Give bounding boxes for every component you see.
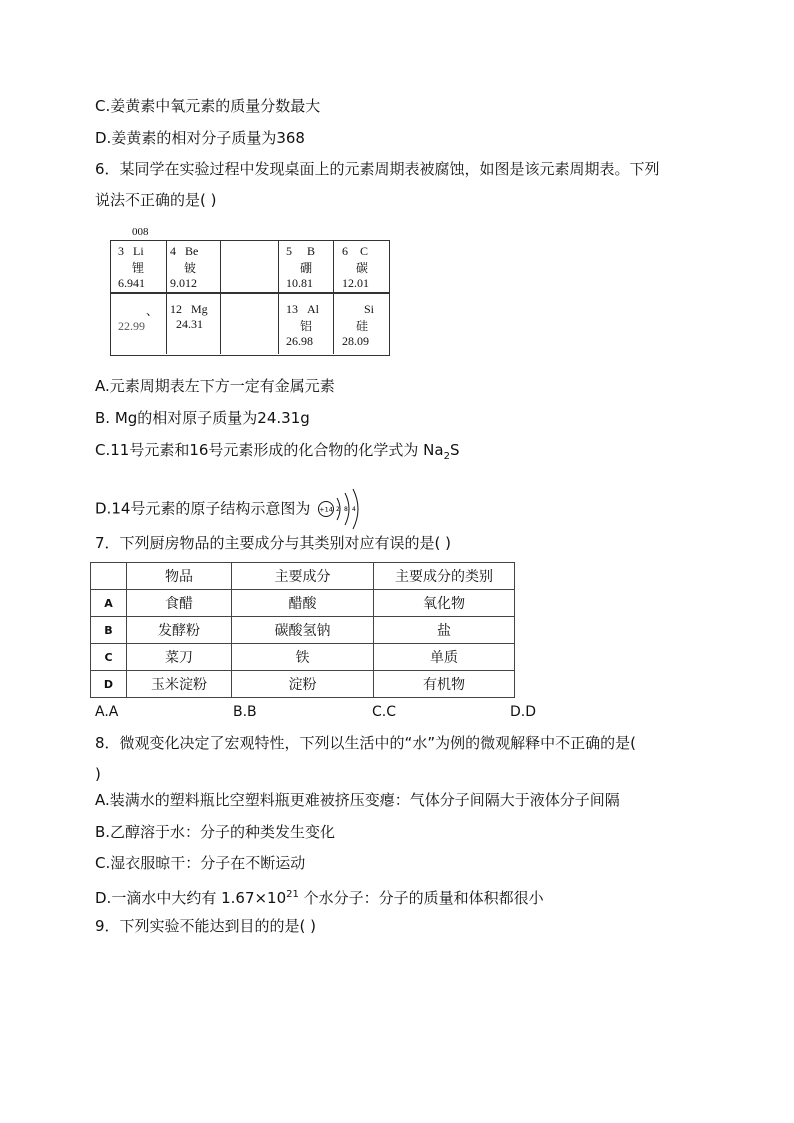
q6-option-a: A.元素周期表左下方一定有金属元素 <box>95 377 335 395</box>
table-cell: 玉米淀粉 <box>127 671 232 698</box>
q7-option-c: C.C <box>372 704 397 720</box>
table-cell: 菜刀 <box>127 644 232 671</box>
shell-count: 8 <box>344 506 349 513</box>
shell-count: 4 <box>352 506 357 513</box>
table-cell: 有机物 <box>374 671 515 698</box>
q6-option-c: C.11号元素和16号元素形成的化合物的化学式为 $Na_2S$ <box>95 441 460 462</box>
q6-option-d: D.14号元素的原子结构示意图为 +14 2 8 4 <box>95 486 365 532</box>
atom-nucleus: +14 <box>319 505 334 514</box>
element-cell-si: Si 硅 28.09 <box>342 302 375 348</box>
q5-option-d: D.姜黄素的相对分子质量为368 <box>95 129 305 147</box>
shell-count: 2 <box>336 506 341 513</box>
element-cell-c: 6 C 碳 12.01 <box>342 244 369 290</box>
element-cell-na: 、 22.99 <box>118 304 159 333</box>
table-corner-label: 008 <box>132 226 149 238</box>
q8-option-c: C.湿衣服晾干：分子在不断运动 <box>95 854 306 872</box>
atom-structure-icon <box>317 486 365 532</box>
q7-option-d: D.D <box>510 704 537 720</box>
table-cell: 盐 <box>374 617 515 644</box>
row-label: A <box>91 590 127 617</box>
divider <box>278 240 279 354</box>
table-cell: 氧化物 <box>374 590 515 617</box>
table-cell: 淀粉 <box>232 671 374 698</box>
q8-option-a: A.装满水的塑料瓶比空塑料瓶更难被挤压变瘪：气体分子间隔大于液体分子间隔 <box>95 791 620 809</box>
q7-option-a: A.A <box>95 704 119 720</box>
row-label: C <box>91 644 127 671</box>
header-cell: 主要成分 <box>232 563 374 590</box>
q7-stem: 7．下列厨房物品的主要成分与其类别对应有误的是( ) <box>95 534 452 552</box>
q9-stem: 9．下列实验不能达到目的的是( ) <box>95 917 317 935</box>
row-divider <box>110 292 390 294</box>
q6-option-b: B. Mg的相对原子质量为24.31g <box>95 409 310 427</box>
row-label: D <box>91 671 127 698</box>
element-cell-mg: 12 Mg 24.31 <box>170 302 208 331</box>
q6-stem-line1: 6．某同学在实验过程中发现桌面上的元素周期表被腐蚀，如图是该元素周期表。下列 <box>95 160 660 178</box>
q5-option-c: C.姜黄素中氧元素的质量分数最大 <box>95 97 321 115</box>
table-header-row <box>91 563 515 590</box>
table-cell: 发酵粉 <box>127 617 232 644</box>
table-row <box>91 590 515 617</box>
header-cell: 主要成分的类别 <box>374 563 515 590</box>
header-cell: 物品 <box>127 563 232 590</box>
header-cell <box>91 563 127 590</box>
table-row <box>91 671 515 698</box>
table-cell: 碳酸氢钠 <box>232 617 374 644</box>
table-cell: 铁 <box>232 644 374 671</box>
q6-stem-line2: 说法不正确的是( ) <box>95 191 217 209</box>
element-cell-li: 3 Li 锂 6.941 <box>118 244 145 290</box>
q8-stem-line1: 8．微观变化决定了宏观特性，下列以生活中的“水”为例的微观解释中不正确的是( <box>95 734 636 752</box>
element-cell-be: 4 Be 铍 9.012 <box>170 244 199 290</box>
table-cell: 单质 <box>374 644 515 671</box>
q8-option-b: B.乙醇溶于水：分子的种类发生变化 <box>95 823 336 841</box>
q8-option-d: D.一滴水中大约有 $1.67\times 10^{21}$ 个水分子：分子的质量和体积都很小 <box>95 889 544 907</box>
element-cell-al: 13 Al 铝 26.98 <box>286 302 319 348</box>
table-cell: 食醋 <box>127 590 232 617</box>
table-row <box>91 617 515 644</box>
table-cell: 醋酸 <box>232 590 374 617</box>
element-cell-b: 5 B 硼 10.81 <box>286 244 316 290</box>
table-row <box>91 644 515 671</box>
q7-option-b: B.B <box>233 704 257 720</box>
q7-table <box>90 562 515 698</box>
periodic-table-figure <box>102 226 392 356</box>
row-label: B <box>91 617 127 644</box>
q8-stem-line2: ) <box>95 765 101 783</box>
